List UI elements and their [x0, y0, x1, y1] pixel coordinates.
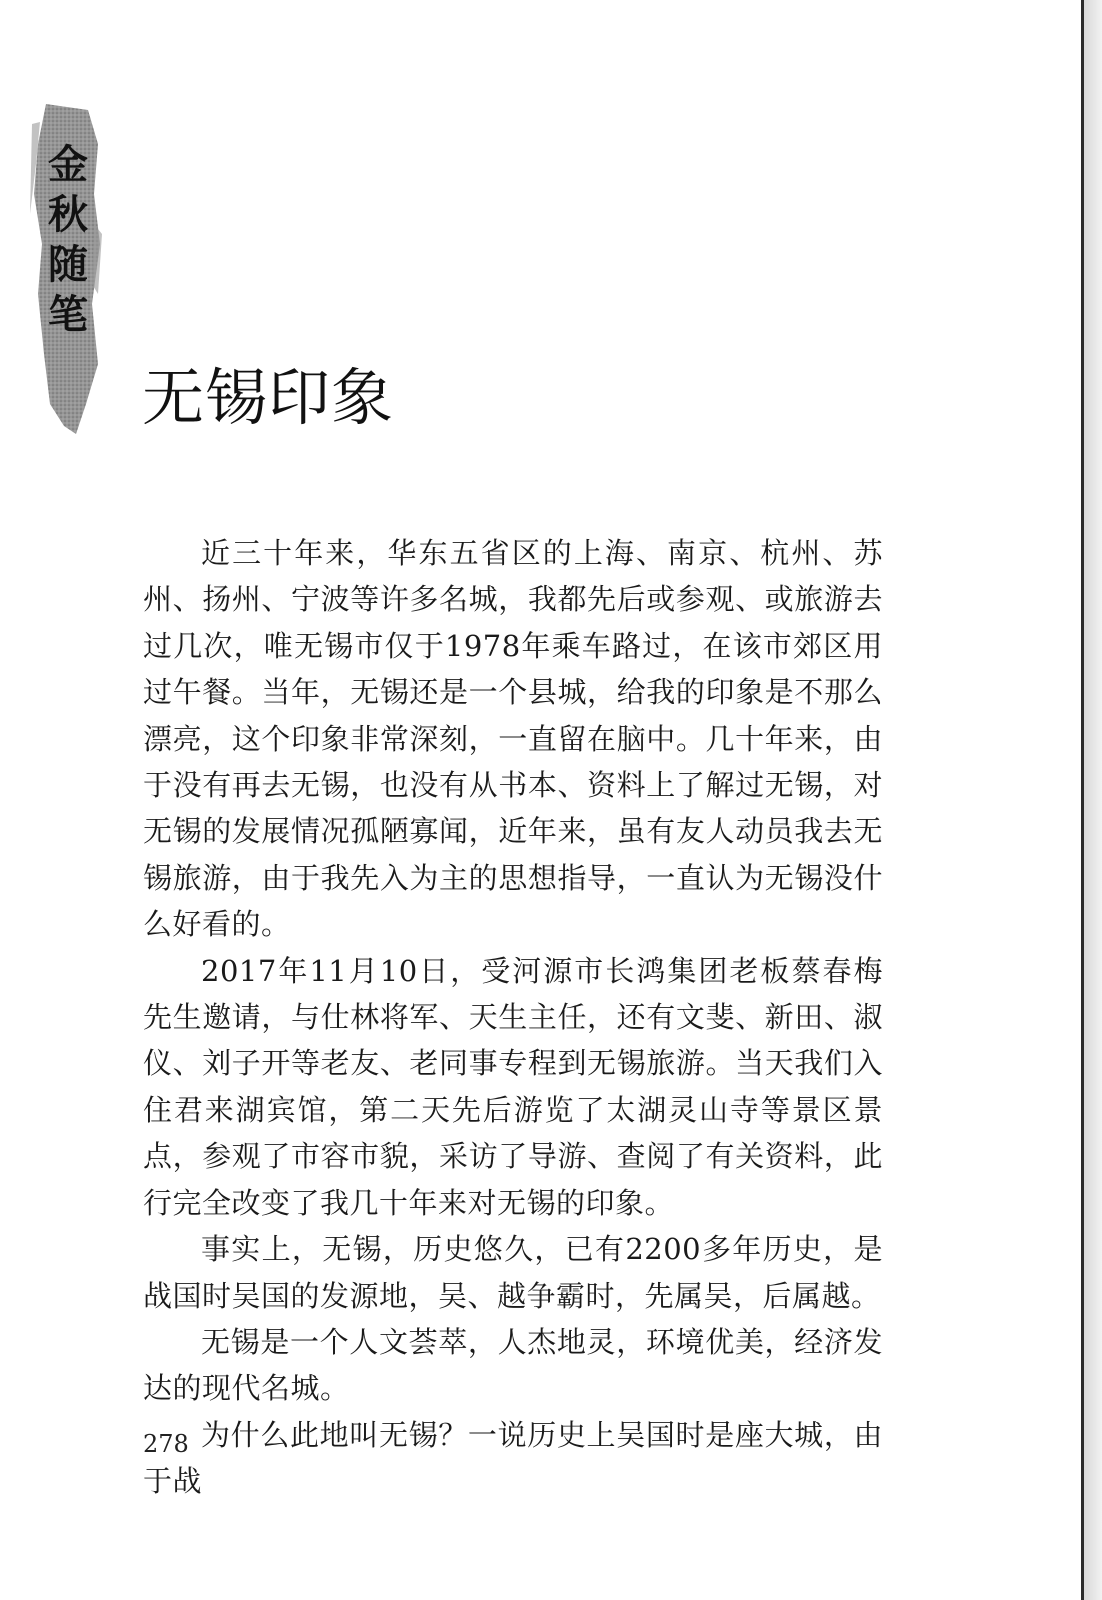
paragraph: 为什么此地叫无锡？一说历史上吴国时是座大城，由于战 [143, 1417, 883, 1499]
article-body [143, 530, 883, 1505]
paragraph: 事实上，无锡，历史悠久，已有2200多年历史，是战国时吴国的发源地，吴、越争霸时，先属吴，后属越。 [143, 1232, 883, 1313]
running-header-book-title [44, 140, 92, 340]
chapter-title: 无锡印象 [142, 361, 395, 434]
page-edge-line [1081, 0, 1084, 1600]
book-title-char: 笔 [48, 291, 88, 338]
book-title-char: 随 [48, 241, 88, 288]
paragraph: 无锡是一个人文荟萃，人杰地灵，环境优美，经济发达的现代名城。 [143, 1324, 883, 1406]
book-title-char: 秋 [48, 191, 88, 238]
page-gutter-shadow [1084, 0, 1102, 1600]
paragraph: 近三十年来，华东五省区的上海、南京、杭州、苏州、扬州、宁波等许多名城，我都先后或参观、或旅游去过几次，唯无锡市仅于1978年乘车路过，在该市郊区用过午餐。当年，无锡还是一个县城，给我的印象是不那么漂亮，这个印象非常深刻，一直留在脑中。几十年来，由于没有再去无锡，也没有从书本、资料上了解过无锡，对无锡的发展情况孤陋寡闻，近年来，虽有友人动员我去无锡旅游，由于我先入为主的思想指导，一直认为无锡没什么好看的。 [143, 536, 883, 942]
page-number: 278 [143, 1430, 189, 1458]
book-title-char: 金 [48, 141, 88, 188]
paragraph: 2017年11月10日，受河源市长鸿集团老板蔡春梅先生邀请，与仕林将军、天生主任，还有文斐、新田、淑仪、刘子开等老友、老同事专程到无锡旅游。当天我们入住君来湖宾馆，第二天先后游览了太湖灵山寺等景区景点，参观了市容市貌，采访了导游、查阅了有关资料，此行完全改变了我几十年来对无锡的印象。 [143, 953, 883, 1220]
